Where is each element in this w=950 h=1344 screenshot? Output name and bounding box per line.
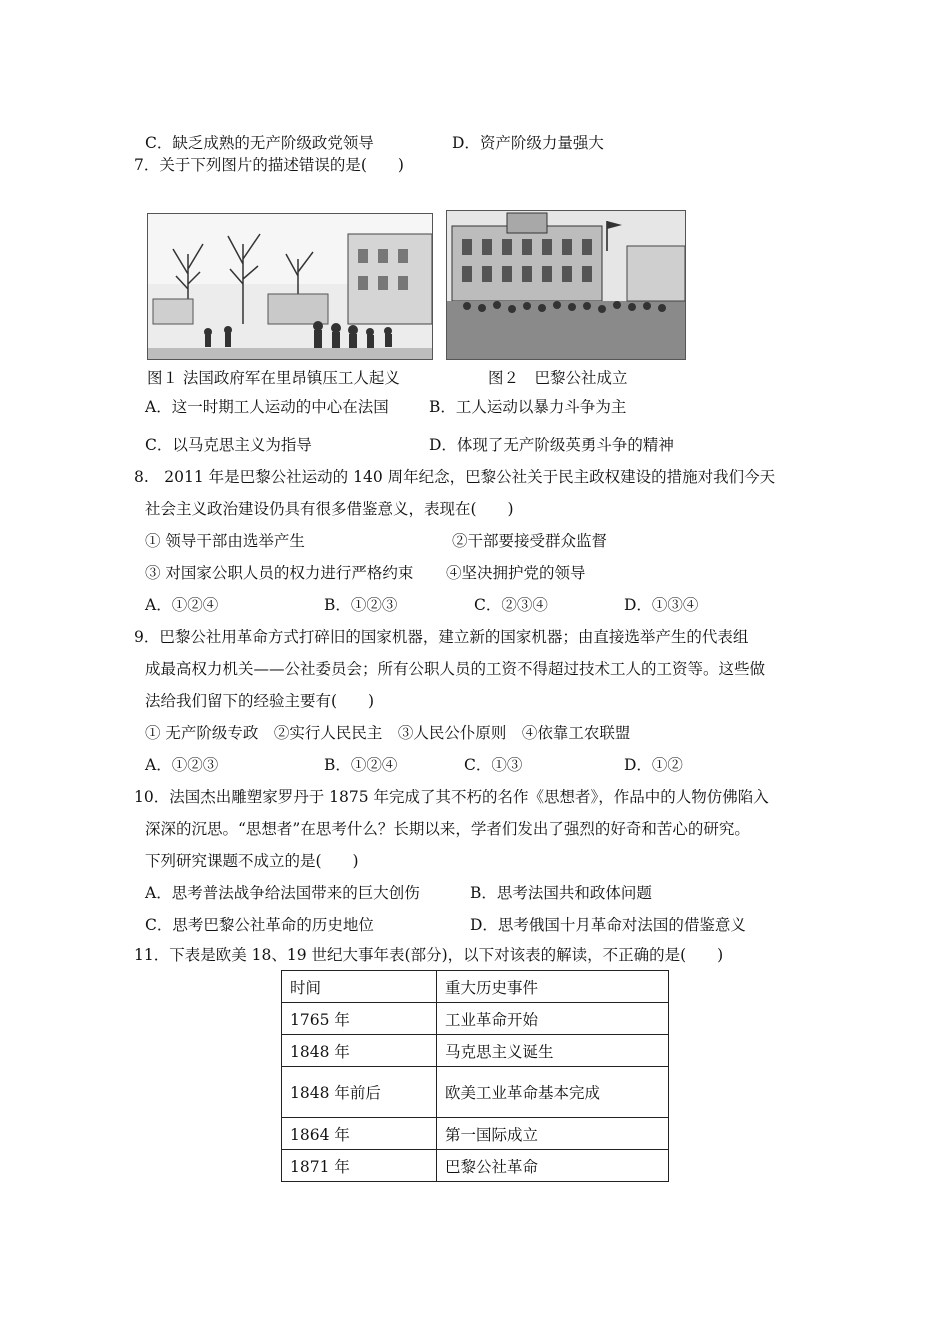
q7-option-b: B．工人运动以暴力斗争为主	[429, 398, 627, 416]
table-row	[282, 1067, 669, 1118]
q10-stem-line2: 深深的沉思。“思想者”在思考什么？长期以来，学者们发出了强烈的好奇和苦心的研究。	[145, 820, 750, 838]
q8-option-d: D．①③④	[624, 596, 699, 614]
q10-option-c: C．思考巴黎公社革命的历史地位	[145, 916, 374, 934]
q9-option-a: A．①②③	[145, 756, 219, 774]
figure-2-paris-commune	[446, 210, 686, 360]
q8-item-3: ③ 对国家公职人员的权力进行严格约束	[145, 564, 414, 582]
q11-stem: 11．下表是欧美 18、19 世纪大事年表(部分)，以下对该表的解读，不正确的是( )	[134, 946, 724, 964]
q9-stem-line2: 成最高权力机关——公社委员会；所有公职人员的工资不得超过技术工人的工资等。这些做	[145, 660, 766, 678]
q10-option-b: B．思考法国共和政体问题	[470, 884, 652, 902]
q6-option-c: C．缺乏成熟的无产阶级政党领导	[145, 134, 374, 152]
q10-option-d: D．思考俄国十月革命对法国的借鉴意义	[470, 916, 746, 934]
q10-stem-line3: 下列研究课题不成立的是( )	[145, 852, 359, 870]
q10-stem-line1: 10．法国杰出雕塑家罗丹于 1875 年完成了其不朽的名作《思想者》，作品中的人物仿佛陷入	[134, 788, 769, 806]
table-header-row	[282, 971, 669, 1003]
q7-option-d: D．体现了无产阶级英勇斗争的精神	[429, 436, 674, 454]
table-cell-time: 1871 年	[282, 1150, 437, 1182]
table-cell-event: 马克思主义诞生	[437, 1035, 669, 1067]
q8-item-2: ②干部要接受群众监督	[452, 532, 608, 550]
table-cell-time: 1765 年	[282, 1003, 437, 1035]
q9-items: ① 无产阶级专政 ②实行人民民主 ③人民公仆原则 ④依靠工农联盟	[145, 724, 631, 742]
table-cell-time: 1848 年前后	[282, 1067, 437, 1118]
table-row	[282, 1035, 669, 1067]
table-cell-event: 巴黎公社革命	[437, 1150, 669, 1182]
figure-1-lyon-uprising	[147, 213, 433, 360]
q6-option-d: D．资产阶级力量强大	[452, 134, 604, 152]
q8-stem-line1: 8. 2011 年是巴黎公社运动的 140 周年纪念，巴黎公社关于民主政权建设的措施对我们今天	[134, 468, 776, 486]
table-header-event: 重大历史事件	[437, 971, 669, 1003]
q9-option-d: D．①②	[624, 756, 683, 774]
table-cell-event: 第一国际成立	[437, 1118, 669, 1150]
table-row	[282, 1118, 669, 1150]
table-row	[282, 1003, 669, 1035]
figure-2-caption: 图２ 巴黎公社成立	[488, 369, 628, 387]
q9-option-b: B．①②④	[324, 756, 398, 774]
q8-stem-line2: 社会主义政治建设仍具有很多借鉴意义，表现在( )	[145, 500, 514, 518]
q7-option-c: C．以马克思主义为指导	[145, 436, 312, 454]
q9-option-c: C．①③	[464, 756, 523, 774]
q8-item-4: ④坚决拥护党的领导	[446, 564, 586, 582]
q8-option-c: C．②③④	[474, 596, 548, 614]
table-cell-event: 工业革命开始	[437, 1003, 669, 1035]
table-cell-event: 欧美工业革命基本完成	[437, 1067, 669, 1118]
q8-item-1: ① 领导干部由选举产生	[145, 532, 305, 550]
q7-option-a: A．这一时期工人运动的中心在法国	[145, 398, 389, 416]
table-cell-time: 1848 年	[282, 1035, 437, 1067]
q10-option-a: A．思考普法战争给法国带来的巨大创伤	[145, 884, 420, 902]
q9-stem-line3: 法给我们留下的经验主要有( )	[145, 692, 375, 710]
events-timeline-table	[281, 970, 669, 1182]
q8-option-b: B．①②③	[324, 596, 398, 614]
figure-1-caption: 图１ 法国政府军在里昂镇压工人起义	[147, 369, 400, 387]
q7-stem: 7．关于下列图片的描述错误的是( )	[134, 156, 404, 174]
table-header-time: 时间	[282, 971, 437, 1003]
table-row	[282, 1150, 669, 1182]
q8-option-a: A．①②④	[145, 596, 219, 614]
table-cell-time: 1864 年	[282, 1118, 437, 1150]
q9-stem-line1: 9．巴黎公社用革命方式打碎旧的国家机器，建立新的国家机器；由直接选举产生的代表组	[134, 628, 749, 646]
